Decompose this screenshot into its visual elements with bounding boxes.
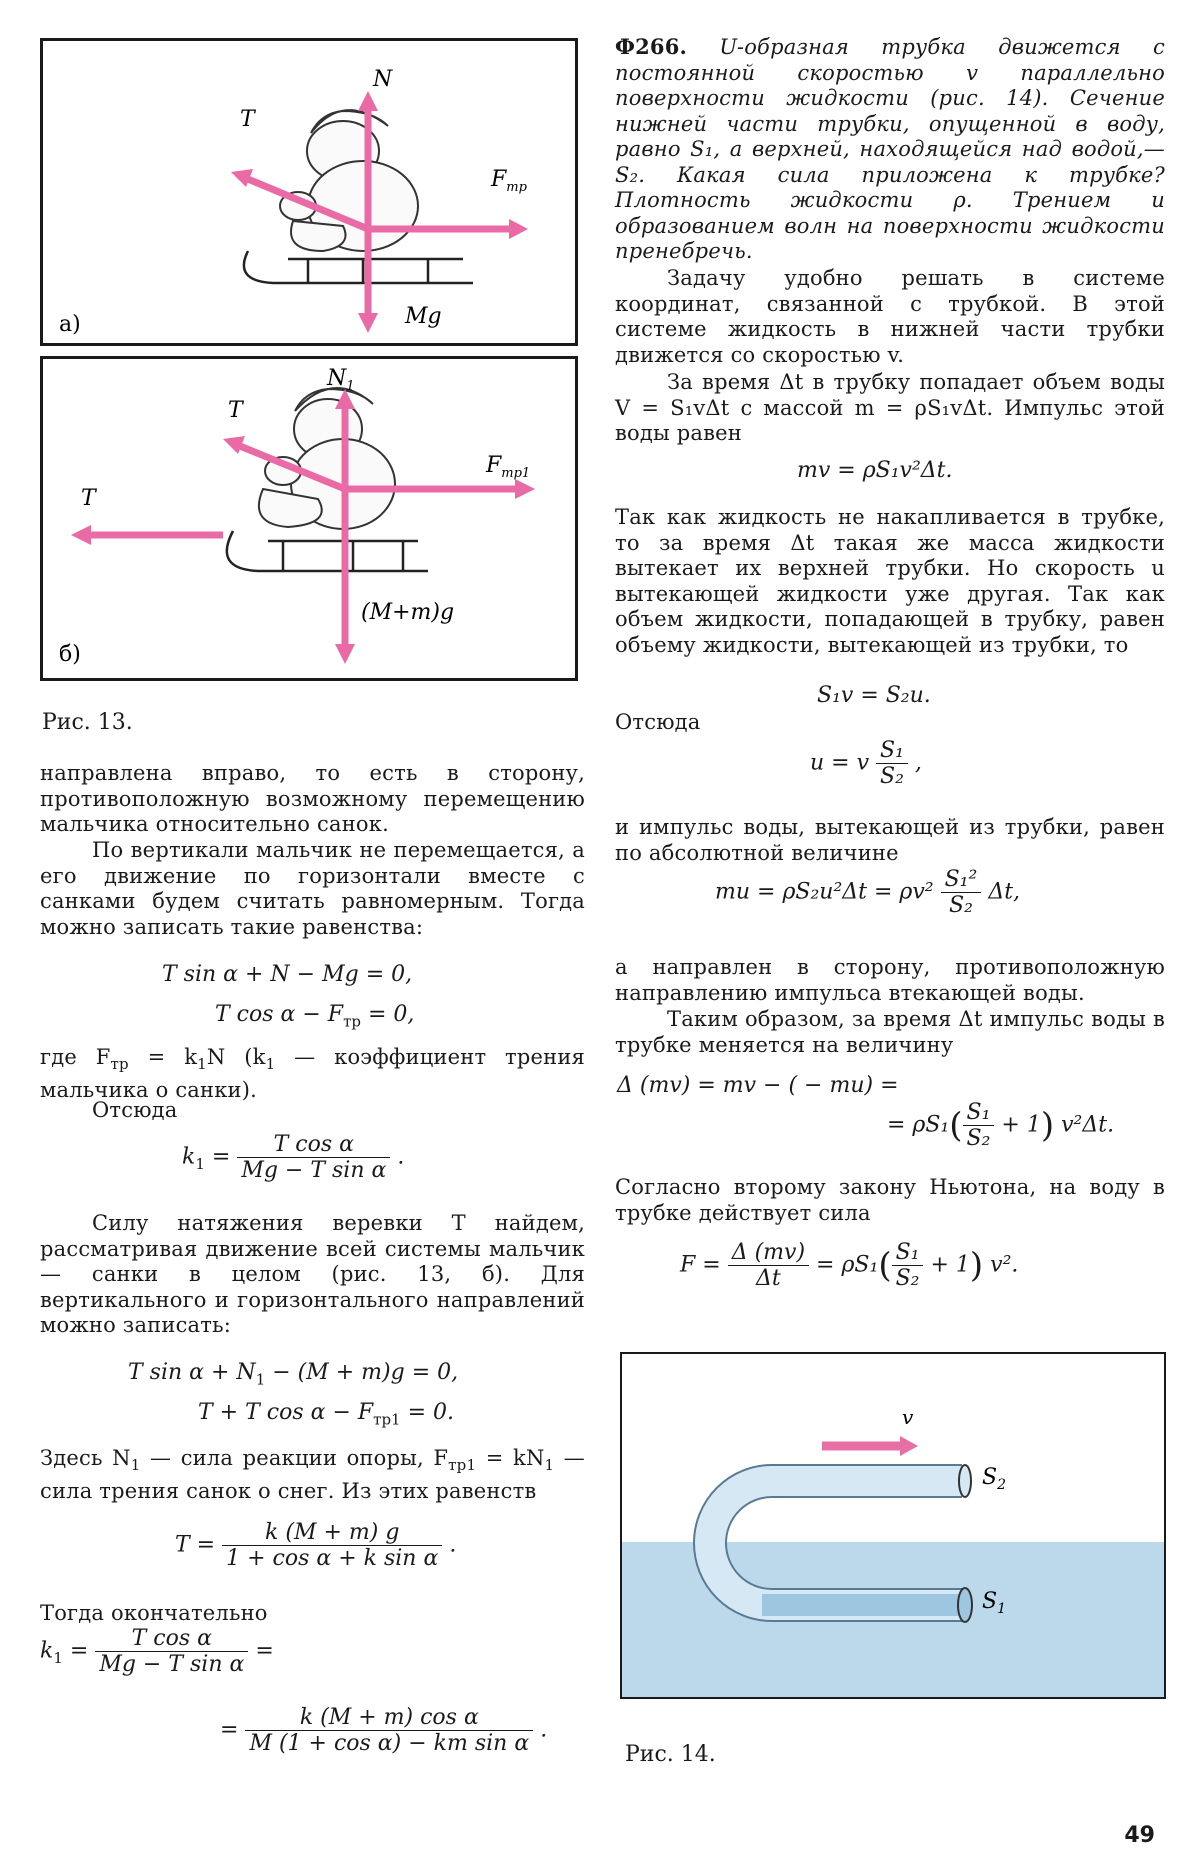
tube-end-S2: [959, 1465, 971, 1497]
equation-right-3: u = v $\frac{\text{S₁}}{\text{S₂}}$ ,: [810, 738, 922, 789]
label-S2: $S_2$: [982, 1465, 1006, 1493]
equation-left-5: $k_1$ = $\frac{\text{T cos α}}{\text{Mg − T sin α}}$ =: [40, 1626, 274, 1677]
right-paragraph-6: а направлен в сторону, противоположную направлению импульса втекающей воды.: [615, 955, 1165, 1005]
force-label-T-upper: T: [228, 398, 243, 423]
left-paragraph-2: По вертикали мальчик не перемещается, а его движение по горизонтали вместе с санками будем считать равномерным. Тогда можно записать такие равенства:: [40, 838, 585, 939]
fraction-S1-S2-a: $\frac{\text{S₁}}{\text{S₂}}$: [963, 1100, 995, 1151]
equation-left-6: = $\frac{\text{k (M + m) cos α}}{\text{M (1 + cos α) − km sin α}}$ .: [220, 1705, 548, 1756]
problem-number: Ф266.: [615, 34, 688, 59]
fraction-dmv-dt: $\frac{\Delta (mv)}{\Delta t}$: [728, 1240, 809, 1291]
fraction-T: $\frac{k (M + m) g}{\text{1 + cos α + k sin α}}$: [222, 1520, 442, 1571]
right-paragraph-1: Задачу удобно решать в системе координат, связанной с трубкой. В этой системе жидкость в нижней части трубки движется со скоростью v.: [615, 266, 1165, 367]
equation-right-2: S₁v = S₂u.: [817, 683, 931, 708]
right-paragraph-2: За время Δt в трубку попадает объем воды V = S₁vΔt с массой m = ρS₁vΔt. Импульс этой воды равен: [615, 370, 1165, 445]
equation-right-4: mu = ρS₂u²Δt = ρv² $\frac{\text{S₁²}}{\text{S₂}}$ Δt,: [715, 867, 1021, 918]
equation-right-6: F = $\frac{\Delta (mv)}{\Delta t}$ = ρS₁( $\frac{\text{S₁}}{\text{S₂}}$ + 1) v².: [680, 1240, 1019, 1291]
figure-13a-drawing: [43, 41, 575, 343]
left-paragraph-5: Силу натяжения веревки T найдем, рассматривая движение всей системы мальчик — санки в целом (рис. 13, б). Для вертикального и горизонтального направлений можно записать:: [40, 1211, 585, 1337]
label-S1: $S_1$: [982, 1589, 1006, 1617]
equation-left-1b: T $\cos \alpha - F_{тр} = 0$,: [215, 1002, 415, 1031]
right-paragraph-5: и импульс воды, вытекающей из трубки, равен по абсолютной величине: [615, 815, 1165, 865]
equation-left-1a: T sin α + N − Mg = 0,: [162, 962, 413, 987]
equation-left-3b: T + T $\cos \alpha - F_{тр1} = 0$.: [198, 1400, 455, 1429]
force-label-N: N: [373, 67, 393, 92]
force-label-Mmg: (M+m)g: [361, 600, 455, 625]
panel-label-a: а): [59, 312, 81, 337]
equation-right-5b: = ρS₁( $\frac{\text{S₁}}{\text{S₂}}$ + 1) v²Δt.: [887, 1100, 1115, 1151]
figure-13b: [40, 356, 578, 681]
figure-13-caption: Рис. 13.: [42, 710, 133, 735]
equation-left-4: T = $\frac{k (M + m) g}{\text{1 + cos α + k sin α}}$ .: [175, 1520, 457, 1571]
figure-14-drawing: [622, 1354, 1164, 1697]
figure-14-caption: Рис. 14.: [625, 1742, 716, 1767]
right-paragraph-4: Отсюда: [615, 710, 701, 734]
force-label-Mg: Mg: [405, 304, 442, 329]
left-paragraph-3: где $F_{тр} = k_1N$ ($k_1$ — коэффициент трения мальчика о санки).: [40, 1045, 585, 1102]
equation-right-1: mv = ρS₁v²Δt.: [797, 458, 953, 483]
page-number: 49: [1124, 1823, 1155, 1848]
fraction-k1-final-b: $\frac{\text{k (M + m) cos α}}{\text{M (1 + cos α) − km sin α}}$: [245, 1705, 533, 1756]
figure-13a: [40, 38, 578, 346]
tube-end-S1: [958, 1588, 972, 1622]
label-v: v: [902, 1405, 914, 1429]
fraction-u: $\frac{\text{S₁}}{\text{S₂}}$: [876, 738, 908, 789]
fraction-S1-S2-b: $\frac{\text{S₁}}{\text{S₂}}$: [892, 1240, 924, 1291]
force-label-T: T: [240, 107, 255, 132]
force-label-T-left: T: [81, 486, 96, 511]
force-label-Ftr1: $F_{тр1}$: [486, 453, 531, 481]
figure-13b-drawing: [43, 359, 575, 678]
equation-left-3a: T $\sin \alpha + N_1 - (M + m)g = 0$,: [128, 1360, 459, 1389]
left-paragraph-4: Отсюда: [92, 1098, 178, 1122]
equation-left-2: $k_1$ = $\frac{\text{T cos α}}{\text{Mg − T sin α}}$ .: [182, 1132, 405, 1183]
force-label-N1: $N_1$: [327, 366, 355, 394]
left-paragraph-7: Тогда окончательно: [40, 1601, 268, 1625]
fraction-k1: $\frac{\text{T cos α}}{\text{Mg − T sin α}}$: [237, 1132, 390, 1183]
problem-statement: Ф266. U-образная трубка движется с постоянной скоростью v параллельно поверхности жидкости (рис. 14). Сечение нижней части трубки, опущенной в воду, равно S₁, а верхней, находящейся над водой,— S₂. Какая сила приложена к трубке? Плотность жидкости ρ. Трением и образованием волн на поверхности жидкости пренебречь.: [615, 34, 1165, 263]
left-paragraph-6: Здесь $N_1$ — сила реакции опоры, $F_{тр1} = kN_1$ — сила трения санок о снег. Из этих равенств: [40, 1446, 586, 1503]
left-paragraph-1: направлена вправо, то есть в сторону, противоположную возможному перемещению мальчика относительно санок.: [40, 761, 585, 836]
right-paragraph-8: Согласно второму закону Ньютона, на воду в трубке действует сила: [615, 1175, 1165, 1225]
fraction-k1-final-a: $\frac{\text{T cos α}}{\text{Mg − T sin α}}$: [95, 1626, 248, 1677]
right-paragraph-3: Так как жидкость не накапливается в трубке, то за время Δt такая же масса жидкости вытекает их верхней трубки. Но скорость u вытекающей жидкости уже другая. Так как объем жидкости, попадающей в трубку, равен объему жидкости, вытекающей из трубки, то: [615, 505, 1165, 657]
equation-right-5a: Δ (mv) = mv − ( − mu) =: [617, 1073, 899, 1098]
sled-icon: [227, 531, 428, 571]
sled-icon: [244, 251, 473, 283]
fraction-S1sq: $\frac{\text{S₁²}}{\text{S₂}}$: [941, 867, 982, 918]
right-paragraph-7: Таким образом, за время Δt импульс воды в трубке меняется на величину: [615, 1007, 1165, 1057]
panel-label-b: б): [59, 642, 81, 667]
velocity-arrow-head: [900, 1436, 918, 1456]
figure-14: [620, 1352, 1166, 1699]
force-label-Ftr: $F_{тр}$: [491, 167, 527, 195]
